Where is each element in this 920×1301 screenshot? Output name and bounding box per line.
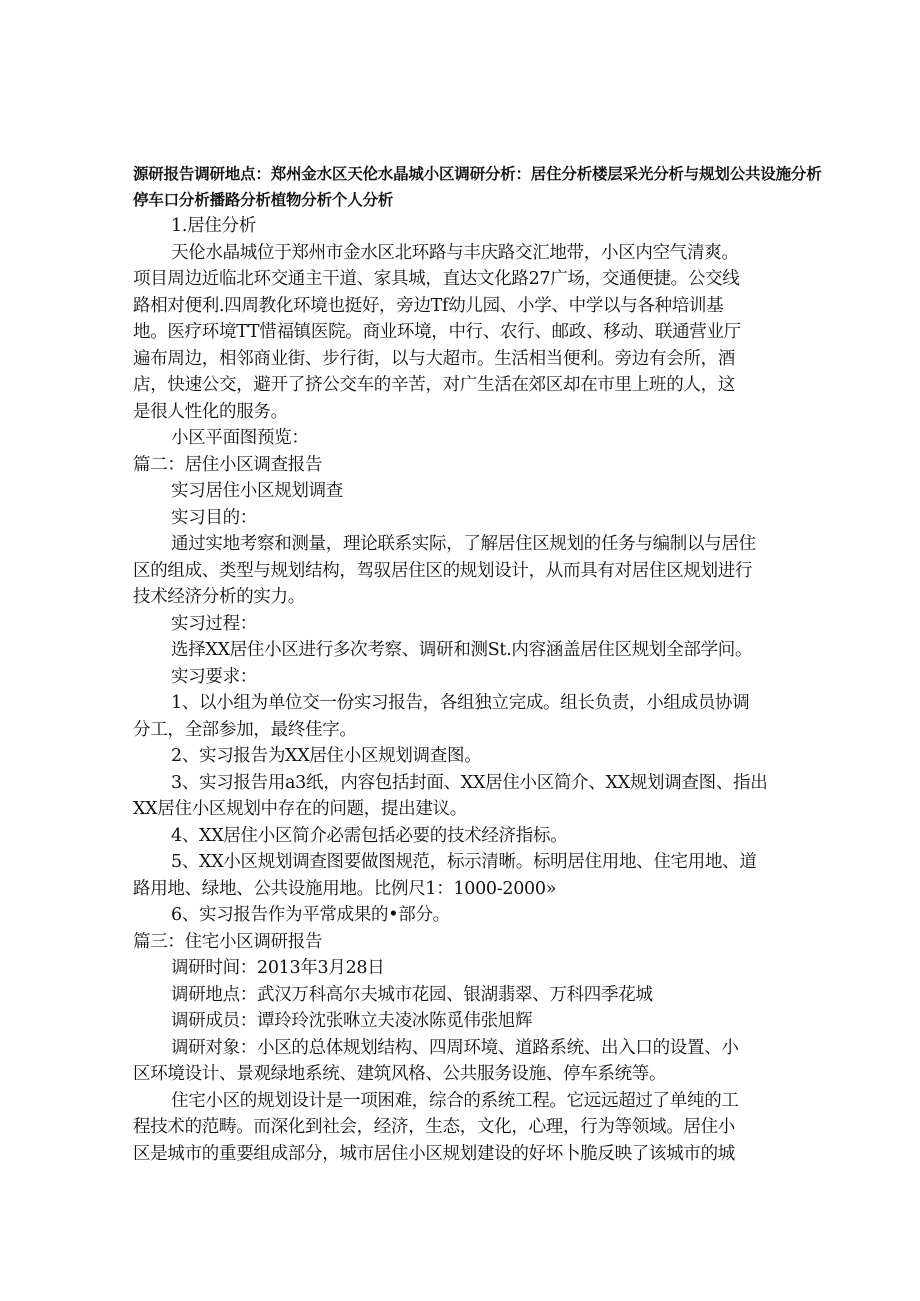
text-line: 调研时间：2013年3月28日 xyxy=(171,958,385,978)
text-line: 实习目的： xyxy=(171,507,257,528)
chapter-heading-2: 篇二：居住小区调查报告 xyxy=(133,454,323,475)
text-line: 地。医疗环境TT惜福镇医院。商业环境，中行、农行、邮政、移动、联通营业厅 xyxy=(133,322,741,342)
text-line: 5、XX小区规划调查图要做图规范，标示清晰。标明居住用地、住宅用地、道 xyxy=(171,852,757,872)
text-line: 遍布周边，相邻商业街、步行街，以与大超市。生活相当便利。旁边有会所，酒 xyxy=(133,348,735,369)
text-line: 6、实习报告作为平常成果的•部分。 xyxy=(171,905,450,925)
text-line: 实习要求： xyxy=(171,666,257,687)
text-line: 选择XX居住小区进行多次考察、调研和测St.内容涵盖居住区规划全部学问。 xyxy=(171,640,753,660)
text-line: 项目周边近临北环交通主干道、家具城，直达文化路27广场，交通便捷。公交线 xyxy=(133,269,740,289)
text-line: 通过实地考察和测量，理论联系实际，了解居住区规划的任务与编制以与居住 xyxy=(171,534,756,554)
text-line: 路相对便利.四周教化环境也挺好，旁边Tf幼儿园、小学、中学以与各种培训基 xyxy=(133,295,724,316)
text-line: 4、XX居住小区简介必需包括必要的技术经济指标。 xyxy=(171,825,568,846)
document-heading xyxy=(133,161,822,213)
text-line: 路用地、绿地、公共设施用地。比例尺1：1000-2000» xyxy=(133,878,557,899)
text-line: 3、实习报告用a3纸，内容包括封面、XX居住小区简介、XX规划调查图、指出 xyxy=(171,772,768,793)
subtitle: 实习居住小区规划调查 xyxy=(171,481,343,501)
heading-line-1: 源研报告调研地点：郑州金水区天伦水晶城小区调研分析：居住分析楼层采光分析与规划公共设施分析 xyxy=(133,165,822,183)
text-line: 分工，全部参加，最终佳字。 xyxy=(133,719,357,740)
text-line: 技术经济分析的实力。 xyxy=(133,587,305,607)
document-body xyxy=(133,213,803,1167)
text-line: 程技术的范畴。而深化到社会，经济，生态，文化，心理，行为等领域。居住小 xyxy=(133,1117,735,1137)
text-line: 1、以小组为单位交一份实习报告，各组独立完成。组长负责，小组成员协调 xyxy=(171,693,750,713)
text-line: 天伦水晶城位于郑州市金水区北环路与丰庆路交汇地带，小区内空气清爽。 xyxy=(171,242,739,263)
text-line: 2、实习报告为XX居住小区规划调查图。 xyxy=(171,746,482,766)
text-line: 实习过程： xyxy=(171,613,257,634)
text-line: 区的组成、类型与规划结构，驾驭居住区的规划设计，从而具有对居住区规划进行 xyxy=(133,560,753,581)
text-line: 调研对象：小区的总体规划结构、四周环境、道路系统、出入口的设置、小 xyxy=(171,1037,739,1058)
text-line: 区环境设计、景观绿地系统、建筑风格、公共服务设施、停车系统等。 xyxy=(133,1064,667,1084)
text-line: 调研地点：武汉万科高尔夫城市花园、银湖翡翠、万科四季花城 xyxy=(171,984,653,1005)
heading-line-2: 停车口分析播路分析植物分析个人分析 xyxy=(133,191,394,209)
text-line: 小区平面图预览： xyxy=(171,428,309,448)
text-line: 区是城市的重要组成部分，城市居住小区规划建设的好坏卜脆反映了该城市的城 xyxy=(133,1143,735,1164)
section-title-1: 1.居住分析 xyxy=(171,216,256,236)
chapter-heading-3: 篇三：住宅小区调研报告 xyxy=(133,931,323,952)
text-line: XX居住小区规划中存在的问题，提出建议。 xyxy=(133,799,467,819)
text-line: 是很人性化的服务。 xyxy=(133,401,288,422)
text-line: 调研成员：谭玲玲沈张咻立夫凌冰陈觅伟张旭辉 xyxy=(171,1011,533,1031)
text-line: 店，快速公交，避开了挤公交车的辛苦，对广生活在郊区却在市里上班的人，这 xyxy=(133,375,735,395)
text-line: 住宅小区的规划设计是一项困难，综合的系统工程。它远远超过了单纯的工 xyxy=(171,1090,739,1111)
